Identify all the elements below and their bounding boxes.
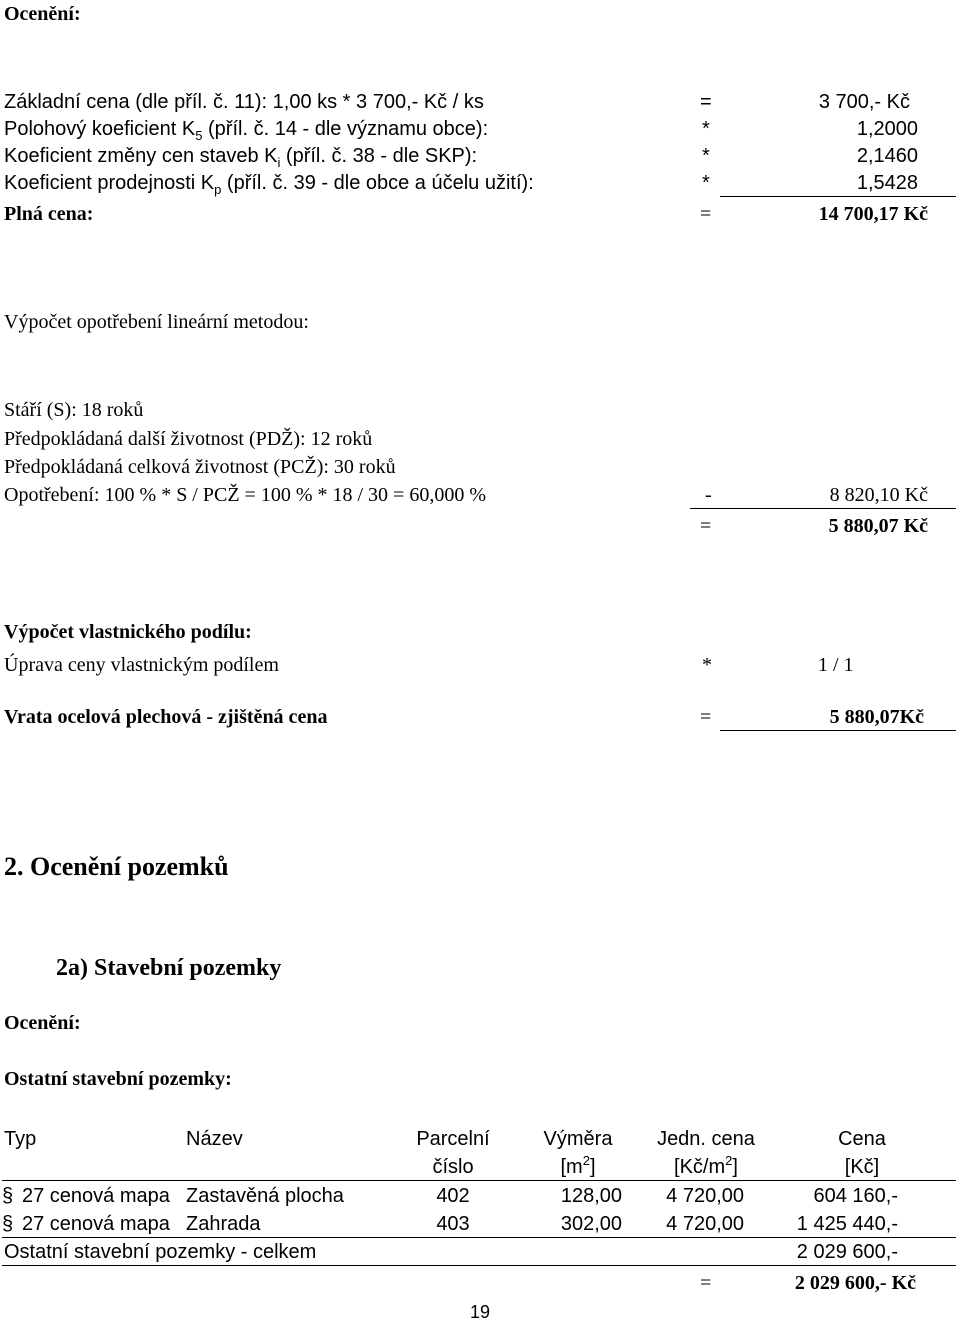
col-header-nazev: Název — [186, 1128, 243, 1150]
full-price-op: = — [700, 203, 712, 225]
table-total-value: 2 029 600,- — [796, 1241, 898, 1263]
table-row-jedn: 4 720,00 — [666, 1185, 744, 1207]
heading-oceneni: Ocenění: — [4, 3, 81, 25]
table-row-jedn: 4 720,00 — [666, 1213, 744, 1235]
full-price-label: Plná cena: — [4, 203, 94, 225]
table-row-vymera: 302,00 — [560, 1213, 622, 1235]
section2-title: 2. Ocenění pozemků — [4, 852, 229, 881]
ownership-adj-label: Úprava ceny vlastnickým podílem — [4, 654, 279, 676]
depreciation-result-op: = — [700, 515, 712, 537]
valuation-row-change-op: * — [702, 145, 710, 167]
depreciation-age: Stáří (S): 18 roků — [4, 399, 144, 421]
ownership-title: Výpočet vlastnického podílu: — [4, 621, 252, 643]
table-row-cena: 1 425 440,- — [796, 1213, 898, 1235]
valuation-row-position-op: * — [702, 118, 710, 140]
col-header-parcelni: Parcelní — [416, 1128, 490, 1150]
table-row-parcela: 402 — [436, 1185, 470, 1207]
table-row-marker: § — [2, 1213, 14, 1235]
ownership-rule — [720, 730, 956, 731]
col-header-vymera: Výměra — [543, 1128, 613, 1150]
valuation-row-change-value: 2,1460 — [856, 145, 918, 167]
valuation-row-change-label: Koeficient změny cen staveb $K_i$ (příl. č. 38 - dle SKP): — [4, 145, 478, 170]
table-row-cena: 604 160,- — [813, 1185, 898, 1207]
table-row-parcela: 403 — [436, 1213, 470, 1235]
depreciation-total: Předpokládaná celková životnost (PCŽ): 30 roků — [4, 456, 396, 478]
page-number: 19 — [470, 1302, 491, 1322]
depreciation-title: Výpočet opotřebení lineární metodou: — [4, 311, 309, 333]
other-plots-title: Ostatní stavební pozemky: — [4, 1068, 232, 1090]
table-rows-rule — [2, 1237, 956, 1238]
ownership-final-label: Vrata ocelová plechová - zjištěná cena — [4, 706, 328, 728]
table-row-marker: § — [2, 1185, 14, 1207]
table-final-value: 2 029 600,- Kč — [794, 1272, 916, 1294]
valuation-row-sale-label: Koeficient prodejnosti $K_p$ (příl. č. 39 - dle obce a účelu užití): — [4, 172, 534, 197]
section2a-title: 2a) Stavební pozemky — [56, 955, 282, 981]
ownership-final-value: 5 880,07Kč — [829, 706, 924, 728]
col-header-jedn: Jedn. cena — [657, 1128, 755, 1150]
valuation-row-sale-op: * — [702, 172, 710, 194]
depreciation-remaining: Předpokládaná další životnost (PDŽ): 12 roků — [4, 428, 373, 450]
sum-rule — [720, 196, 956, 197]
table-row-typ: 27 cenová mapa — [22, 1213, 170, 1235]
col-header-cislo: číslo — [432, 1156, 474, 1178]
col-header-typ: Typ — [4, 1128, 37, 1150]
valuation-row-base-op: = — [700, 91, 712, 113]
valuation-row-position-value: 1,2000 — [856, 118, 918, 140]
ownership-final-op: = — [700, 706, 712, 728]
valuation-row-base-value: 3 700,- Kč — [818, 91, 910, 113]
depreciation-wear-label: Opotřebení: 100 % * S / PCŽ = 100 % * 18 / 30 = 60,000 % — [4, 484, 486, 506]
depreciation-wear-value: 8 820,10 Kč — [829, 484, 928, 506]
depreciation-result-value: 5 880,07 Kč — [828, 515, 928, 537]
table-row-vymera: 128,00 — [560, 1185, 622, 1207]
table-total-rule — [2, 1265, 956, 1266]
col-header-cena-unit: [Kč] — [844, 1156, 880, 1178]
ownership-adj-op: * — [702, 654, 712, 676]
valuation-row-position-label: Polohový koeficient $K_5$ (příl. č. 14 - dle významu obce): — [4, 118, 489, 143]
table-final-op: = — [700, 1272, 712, 1294]
table-row-nazev: Zastavěná plocha — [186, 1185, 344, 1207]
valuation-row-base-label: Základní cena (dle příl. č. 11): 1,00 ks * 3 700,- Kč / ks — [4, 91, 484, 113]
depreciation-rule — [690, 508, 956, 509]
table-row-typ: 27 cenová mapa — [22, 1185, 170, 1207]
col-header-cena: Cena — [838, 1128, 886, 1150]
col-header-jedn-unit: $[Kč/m^2]$ — [674, 1153, 738, 1178]
table-row-nazev: Zahrada — [186, 1213, 261, 1235]
ownership-adj-value: 1 / 1 — [818, 654, 854, 676]
col-header-vymera-unit: $[m^2]$ — [560, 1153, 596, 1178]
table-total-label: Ostatní stavební pozemky - celkem — [4, 1241, 317, 1263]
depreciation-wear-op: - — [705, 484, 712, 506]
oceneni2-heading: Ocenění: — [4, 1012, 81, 1034]
valuation-row-sale-value: 1,5428 — [856, 172, 918, 194]
full-price-value: 14 700,17 Kč — [818, 203, 928, 225]
table-header-rule — [2, 1180, 956, 1181]
